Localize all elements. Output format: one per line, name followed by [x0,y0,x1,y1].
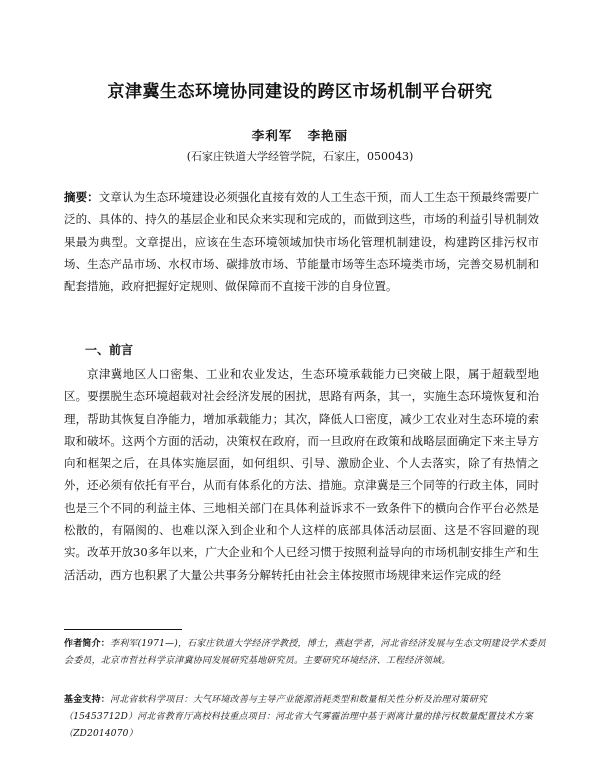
abstract-text: 文章认为生态环境建设必须强化直接有效的人工生态干预，而人工生态干预最终需要广泛的、具体的、持久的基层企业和民众来实现和完成的，而做到这些，市场的利益引导机制效果最为典型。文章提出，应该在生态环境领域加快市场化管理机制建设，构建跨区排污权市场、生态产品市场、水权市场、碳排放市场、节能量市场等生态环境类市场，完善交易机制和配套措施，政府把握好定规则、做保障而不直接干涉的自身位置。 [64,190,539,294]
funding-footnote [64,692,546,743]
author-footnote-text: 李利军(1971—)，石家庄铁道大学经济学教授，博士，燕赵学者，河北省经济发展与生态文明建设学术委员会委员，北京市哲社科学京津冀协同发展研究基地研究员。主要研究环境经济、工程经济领域。 [64,639,546,666]
author-line [0,126,600,144]
funding-footnote-text: 河北省软科学项目：大气环境改善与主导产业能源消耗类型和数量相关性分析及治理对策研究（15453712D）河北省教育厅高校科技重点项目：河北省大气雾霾治理中基于剥离计量的排污权数量配置技术方案（ZD2014070） [64,695,533,739]
paper-title: 京津冀生态环境协同建设的跨区市场机制平台研究 [107,82,493,102]
affiliation: (石家庄铁道大学经管学院，石家庄，050043) [186,150,414,163]
author-name: 李艳丽 [307,128,349,143]
abstract [64,186,539,297]
section-heading: 一、前言 [85,343,134,357]
section-body-text: 京津冀地区人口密集、工业和农业发达，生态环境承载能力已突破上限，属于超载型地区。要摆脱生态环境超载对社会经济发展的困扰，思路有两条，其一，实施生态环境恢复和治理，帮助其恢复自净能力，增加承载能力；其次，降低人口密度，减少工农业对生态环境的索取和破坏。这两个方面的活动，决策权在政府，而一旦政府在政策和战略层面确定下来主导方向和框架之后，在具体实施层面，如何组织、引导、激励企业、个人去落实，除了有热情之外，还必须有依托有平台，从而有体系化的方法、措施。京津冀是三个同等的行政主体，同时也是三个不同的利益主体、三地相关部门在具体利益诉求不一致条件下的横向合作平台必然是松散的，有隔阂的、也难以深入到企业和个人这样的底部具体活动层面、这是不容回避的现实。改革开放30多年以来，广大企业和个人已经习惯于按照利益导向的市场机制安排生产和生活活动，西方也积累了大量公共事务分解转托由社会主体按照市场规律来运作完成的经 [64,367,539,582]
footnote-divider [64,629,182,630]
author-footnote-label: 作者简介： [64,639,111,649]
funding-footnote-label: 基金支持： [64,695,111,705]
author-footnote [64,636,546,670]
author-name: 李利军 [251,128,293,143]
abstract-label: 摘要： [64,190,99,204]
